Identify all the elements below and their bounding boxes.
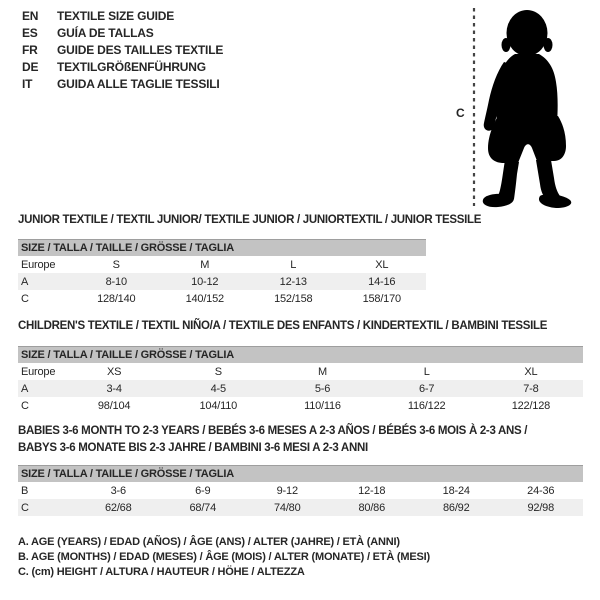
lang-label: TEXTILGRÖßENFÜHRUNG xyxy=(57,60,206,74)
size-cell: 74/80 xyxy=(245,499,330,516)
size-cell: 62/68 xyxy=(76,499,161,516)
size-cell: 6-7 xyxy=(375,380,479,397)
size-cell: 18-24 xyxy=(442,484,470,497)
size-cell: 104/110 xyxy=(199,399,238,412)
size-cell: 5-6 xyxy=(270,380,374,397)
lang-label: GUÍA DE TALLAS xyxy=(57,26,154,40)
table-row xyxy=(18,256,426,273)
size-band-header: SIZE / TALLA / TAILLE / GRÖSSE / TAGLIA xyxy=(18,347,583,364)
table-row xyxy=(18,273,426,290)
size-cell: 4-5 xyxy=(166,380,270,397)
column-header: S xyxy=(214,365,222,378)
babies-title-line1: BABIES 3-6 MONTH TO 2-3 YEARS / BEBÉS 3-6 MESES A 2-3 AÑOS / BÉBÉS 3-6 MOIS À 2-3 ANS / xyxy=(18,425,528,437)
lang-code: DE xyxy=(22,60,39,74)
lang-label: GUIDE DES TAILLES TEXTILE xyxy=(57,43,224,57)
table-row xyxy=(18,363,583,380)
toddler-silhouette-shape xyxy=(483,10,571,208)
lang-code: ES xyxy=(22,26,38,40)
size-cell: 116/122 xyxy=(407,399,446,412)
size-cell: 9-12 xyxy=(276,484,298,497)
size-cell: 98/104 xyxy=(97,399,131,412)
column-header: M xyxy=(200,258,210,271)
row-label: C xyxy=(18,499,76,516)
size-cell: 14-16 xyxy=(338,273,427,290)
column-header: Europe xyxy=(21,365,56,378)
lang-label: TEXTILE SIZE GUIDE xyxy=(57,9,175,23)
size-cell: 24-36 xyxy=(527,484,555,497)
lang-row-en xyxy=(22,8,223,25)
column-header: L xyxy=(290,258,297,271)
table-row xyxy=(18,290,426,307)
row-label: C xyxy=(21,399,29,412)
measurement-legend xyxy=(18,535,430,580)
toddler-silhouette-image xyxy=(470,0,600,215)
column-header: XS xyxy=(106,365,122,378)
table-row xyxy=(18,397,583,414)
height-measure-label: C xyxy=(456,106,465,120)
size-cell: 80/86 xyxy=(330,499,415,516)
size-cell: 3-4 xyxy=(62,380,166,397)
size-cell: 68/74 xyxy=(161,499,246,516)
size-cell: 128/140 xyxy=(97,292,136,305)
size-band-header: SIZE / TALLA / TAILLE / GRÖSSE / TAGLIA xyxy=(18,240,426,257)
babies-title-line2: BABYS 3-6 MONATE BIS 2-3 JAHRE / BAMBINI 3-6 MESI A 2-3 ANNI xyxy=(18,442,368,454)
childrens-section-title: CHILDREN'S TEXTILE / TEXTIL NIÑO/A / TEXTILE DES ENFANTS / KINDERTEXTIL / BAMBINI TESSILE xyxy=(18,320,548,332)
height-measure-figure xyxy=(452,0,600,215)
lang-label: GUIDA ALLE TAGLIE TESSILI xyxy=(57,77,220,91)
junior-size-table xyxy=(18,239,426,307)
table-row xyxy=(18,380,583,397)
babies-section-title xyxy=(18,423,527,457)
size-cell: 12-18 xyxy=(358,484,386,497)
column-header: M xyxy=(317,365,327,378)
column-header: S xyxy=(112,258,120,271)
lang-row-de xyxy=(22,59,223,76)
column-header: XL xyxy=(524,365,538,378)
legend-line-a: A. AGE (YEARS) / EDAD (AÑOS) / ÂGE (ANS) / ALTER (JAHRE) / ETÀ (ANNI) xyxy=(18,536,400,548)
size-cell: 6-9 xyxy=(195,484,211,497)
lang-row-it xyxy=(22,76,223,93)
lang-row-es xyxy=(22,25,223,42)
lang-row-fr xyxy=(22,42,223,59)
lang-code: FR xyxy=(22,43,38,57)
size-cell: 122/128 xyxy=(511,399,551,412)
column-header: Europe xyxy=(21,258,56,271)
childrens-size-table xyxy=(18,346,583,414)
lang-code: EN xyxy=(22,9,39,23)
table-row xyxy=(18,482,583,499)
size-cell: 86/92 xyxy=(414,499,499,516)
column-header: L xyxy=(423,365,430,378)
size-band-header: SIZE / TALLA / TAILLE / GRÖSSE / TAGLIA xyxy=(18,466,583,483)
size-cell: 10-12 xyxy=(161,273,250,290)
size-cell: 110/116 xyxy=(304,399,341,412)
size-cell: 92/98 xyxy=(499,499,584,516)
size-cell: 158/170 xyxy=(362,292,401,305)
legend-line-b: B. AGE (MONTHS) / EDAD (MESES) / ÂGE (MOIS) / ALTER (MONATE) / ETÀ (MESI) xyxy=(18,551,430,563)
lang-code: IT xyxy=(22,77,33,91)
babies-size-table xyxy=(18,465,583,516)
row-label: B xyxy=(21,484,29,497)
size-cell: 140/152 xyxy=(185,292,224,305)
row-label: A xyxy=(18,273,72,290)
size-cell: 3-6 xyxy=(110,484,126,497)
row-label: A xyxy=(18,380,62,397)
size-cell: 8-10 xyxy=(72,273,161,290)
junior-section-title: JUNIOR TEXTILE / TEXTIL JUNIOR/ TEXTILE JUNIOR / JUNIORTEXTIL / JUNIOR TESSILE xyxy=(18,214,482,226)
language-title-block xyxy=(22,8,223,93)
size-cell: 12-13 xyxy=(249,273,338,290)
column-header: XL xyxy=(375,258,389,271)
row-label: C xyxy=(21,292,29,305)
table-row xyxy=(18,499,583,516)
legend-line-c: C. (cm) HEIGHT / ALTURA / HAUTEUR / HÖHE / ALTEZZA xyxy=(18,566,305,578)
size-cell: 152/158 xyxy=(274,292,313,305)
size-cell: 7-8 xyxy=(479,380,583,397)
